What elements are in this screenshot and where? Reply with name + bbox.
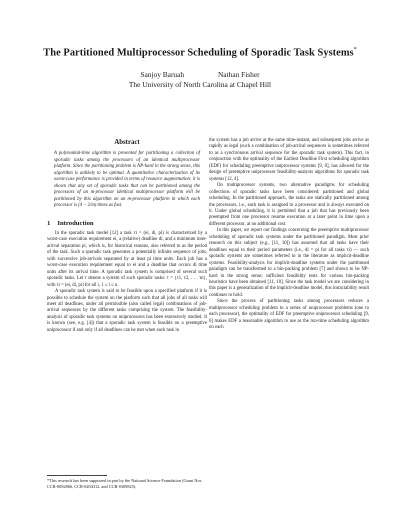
footnote-rule: [47, 475, 107, 476]
author-list: [0, 70, 400, 79]
paper-title: The Partitioned Multiprocessor Scheduling of Sporadic Task Systems*: [43, 47, 357, 59]
body-paragraph: Since the process of partitioning tasks among processors reduces a multiprocessor scheduling problem to a series of uniprocessor problems (one to each processor), the optimality of EDF for preemptive uniprocessor scheduling [9, 6] makes EDF a reasonable algorithm to use as the run-time scheduling algorithm on each: [209, 299, 369, 331]
body-paragraph: A sporadic task system is said to be feasible upon a specified platform if it is possible to schedule the system on the platform such that all jobs of all tasks will meet all deadlines, under all permissible (also called legal) combinations of job-arrival sequences by the different tasks comprising the system. The feasibility-analysis of sporadic task systems on uniprocessors has been extensively studied. It is known (see, e.g. [4]) that a sporadic task system is feasible on a preemptive uniprocessor if and only if all deadlines can be met when each task in: [47, 289, 207, 333]
footnote: *This research has been supported in part by the National Science Foundation (Grant Nos. CCR-0082866, CCR-0204312, and CCR-0309825).: [47, 478, 203, 489]
body-paragraph: the system has a job arrive at the same time-instant, and subsequent jobs arrive as rapidly as legal (such a combination of job-arrival sequences is sometimes referred to as a synchronous arrival sequence for the sporadic task system). This fact, in conjunction with the optimality of the Earliest Deadline First scheduling algorithm (EDF) for scheduling preemptive uniprocessor systems [9, 6], has allowed for the design of preemptive uniprocessor feasibility-analysis algorithms for sporadic task systems [12, 4].: [209, 138, 369, 182]
author-name: Nathan Fisher: [217, 70, 260, 79]
body-paragraph: On multiprocessor systems, two alternative paradigms for scheduling collections of sporadic tasks have been considered: partitioned and global scheduling. In the partitioned approach, the tasks are statically partitioned among the processors, i.e., each task is assigned to a processor and is always executed on it. Under global scheduling, it is permitted that a job that has previously been preempted from one processor resume execution at a later point in time upon a different processor, at no additional cost.: [209, 183, 369, 227]
section-number: 1: [47, 219, 51, 227]
title-footnote-mark: *: [353, 47, 357, 53]
left-column: [47, 140, 207, 334]
section-title: Introduction: [57, 219, 94, 227]
section-heading: [47, 221, 207, 227]
affiliation: The University of North Carolina at Chapel Hill: [128, 80, 272, 89]
body-paragraph: In this paper, we report our findings concerning the preemptive multiprocessor scheduling of sporadic task systems under the partitioned paradigm. Most prior research on this subject (e.g., [11, 10]) has assumed that all tasks have their deadlines equal to their period parameters (i.e., di = pi for all tasks τi) — such sporadic systems are sometimes referred to in the literature as implicit-deadline systems. Feasibility-analysis for implicit-deadline systems under the partitioned paradigm can be transformed to a bin-packing problem [7] and shown to be NP-hard in the strong sense; sufficient feasibility tests for various bin-packing heuristics have been obtained [11, 10]. Since the task model we are considering in this paper is a generalization of the implicit-deadline model, this intractability result continues to hold.: [209, 228, 369, 298]
abstract-text: A polynomial-time algorithm is presented for partitioning a collection of sporadic tasks among the processors of an identical multiprocessor platform. Since the partitioning problem is NP-hard in the strong sense, this algorithm is unlikely to be optimal. A quantitative characterization of its worst-case performance is provided in terms of resource augmentation: it is shown that any set of sporadic tasks that can be partitioned among the processors of an m-processor identical multiprocessor platform will be partitioned by this algorithm on an m-processor platform in which each processor is (4 − 2/m) times as fast.: [54, 151, 200, 209]
right-column: [209, 138, 369, 332]
abstract-heading: Abstract: [114, 139, 140, 146]
body-paragraph: In the sporadic task model [12] a task τi = (ei, di, pi) is characterized by a worst-case execution requirement ei, a (relative) deadline di, and a minimum inter-arrival separation pi, which is, for historical reasons, also referred to as the period of the task. Such a sporadic task generates a potentially infinite sequence of jobs, with successive job-arrivals separated by at least pi time units. Each job has a worst-case execution requirement equal to ei and a deadline that occurs di time units after its arrival time. A sporadic task system is comprised of several such sporadic tasks. Let τ denote a system of such sporadic tasks: τ = {τ1, τ2, . . . τn}, with τi = (ei, di, pi) for all i, 1 ≤ i ≤ n.: [47, 230, 207, 288]
author-name: Sanjoy Baruah: [140, 70, 185, 79]
